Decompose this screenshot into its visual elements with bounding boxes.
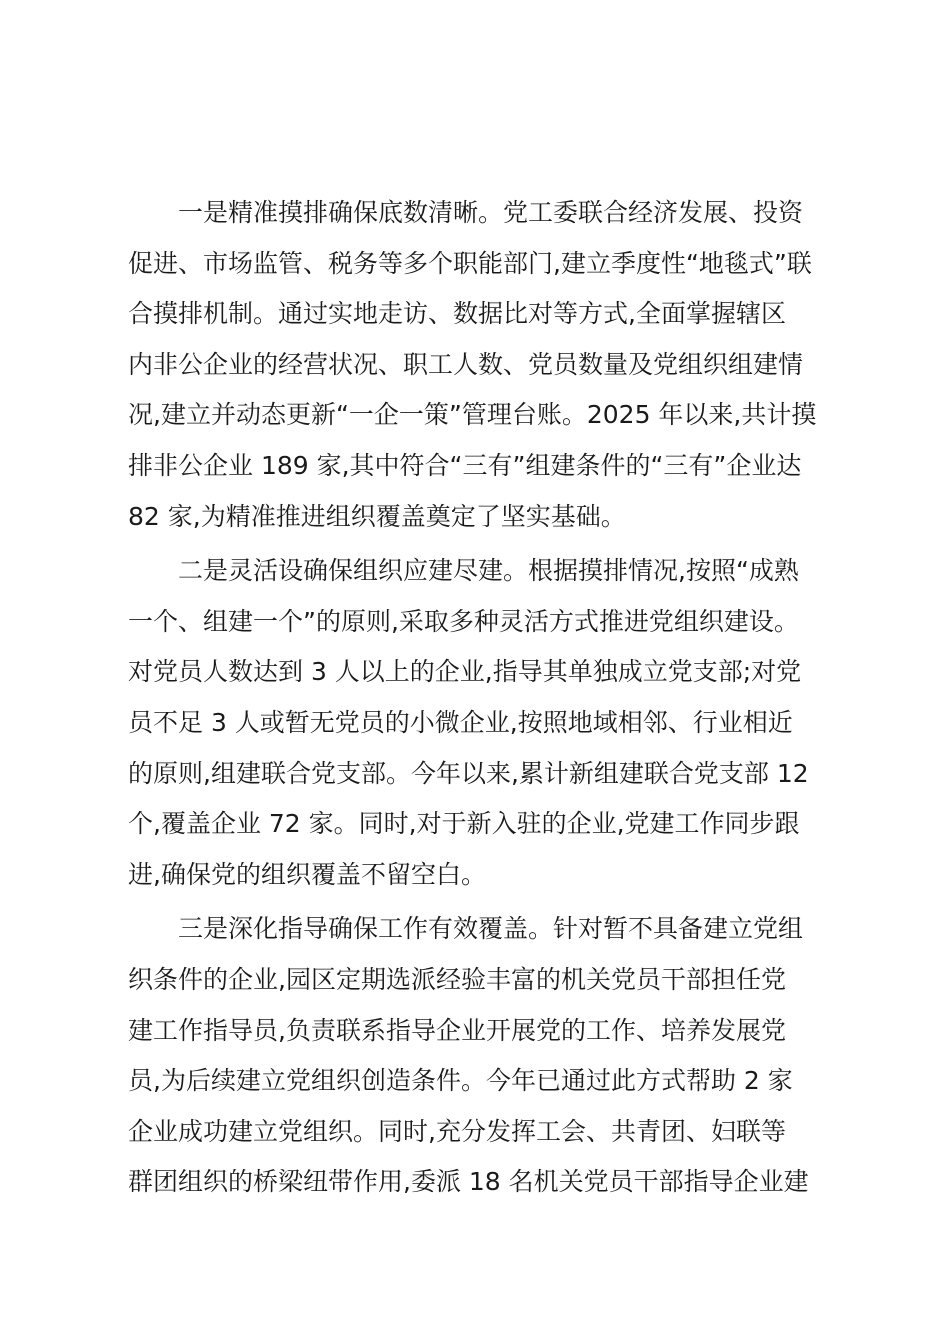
text-line: 织条件的企业,园区定期选派经验丰富的机关党员干部担任党 (128, 964, 786, 994)
text-line: 内非公企业的经营状况、职工人数、党员数量及党组织组建情 (128, 349, 804, 379)
text-line: 二是灵活设确保组织应建尽建。根据摸排情况,按照“成熟 (178, 556, 799, 586)
text-line: 员不足 3 人或暂无党员的小微企业,按照地域相邻、行业相近 (128, 707, 793, 737)
text-line: 进,确保党的组织覆盖不留空白。 (128, 859, 486, 889)
text-line: 企业成功建立党组织。同时,充分发挥工会、共青团、妇联等 (128, 1116, 786, 1146)
text-line: 排非公企业 189 家,其中符合“三有”组建条件的“三有”企业达 (128, 450, 802, 480)
text-line: 群团组织的桥梁纽带作用,委派 18 名机关党员干部指导企业建 (128, 1167, 809, 1197)
text-line: 的原则,组建联合党支部。今年以来,累计新组建联合党支部 12 (128, 758, 809, 788)
text-line: 建工作指导员,负责联系指导企业开展党的工作、培养发展党 (128, 1015, 786, 1045)
text-line: 对党员人数达到 3 人以上的企业,指导其单独成立党支部;对党 (128, 657, 802, 687)
paragraph-2 (128, 546, 822, 900)
text-line: 员,为后续建立党组织创造条件。今年已通过此方式帮助 2 家 (128, 1066, 793, 1096)
paragraph-1 (128, 188, 822, 542)
text-line: 三是深化指导确保工作有效覆盖。针对暂不具备建立党组 (178, 914, 804, 944)
text-line: 一是精准摸排确保底数清晰。党工委联合经济发展、投资 (178, 198, 804, 227)
text-line: 一个、组建一个”的原则,采取多种灵活方式推进党组织建设。 (128, 606, 799, 636)
document-body (128, 188, 822, 1208)
text-line: 促进、市场监管、税务等多个职能部门,建立季度性“地毯式”联 (128, 248, 812, 278)
text-line: 合摸排机制。通过实地走访、数据比对等方式,全面掌握辖区 (128, 299, 786, 329)
text-line: 个,覆盖企业 72 家。同时,对于新入驻的企业,党建工作同步跟 (128, 809, 800, 839)
text-line: 82 家,为精准推进组织覆盖奠定了坚实基础。 (128, 501, 626, 531)
paragraph-3 (128, 904, 822, 1208)
text-line: 况,建立并动态更新“一企一策”管理台账。2025 年以来,共计摸 (128, 400, 817, 430)
